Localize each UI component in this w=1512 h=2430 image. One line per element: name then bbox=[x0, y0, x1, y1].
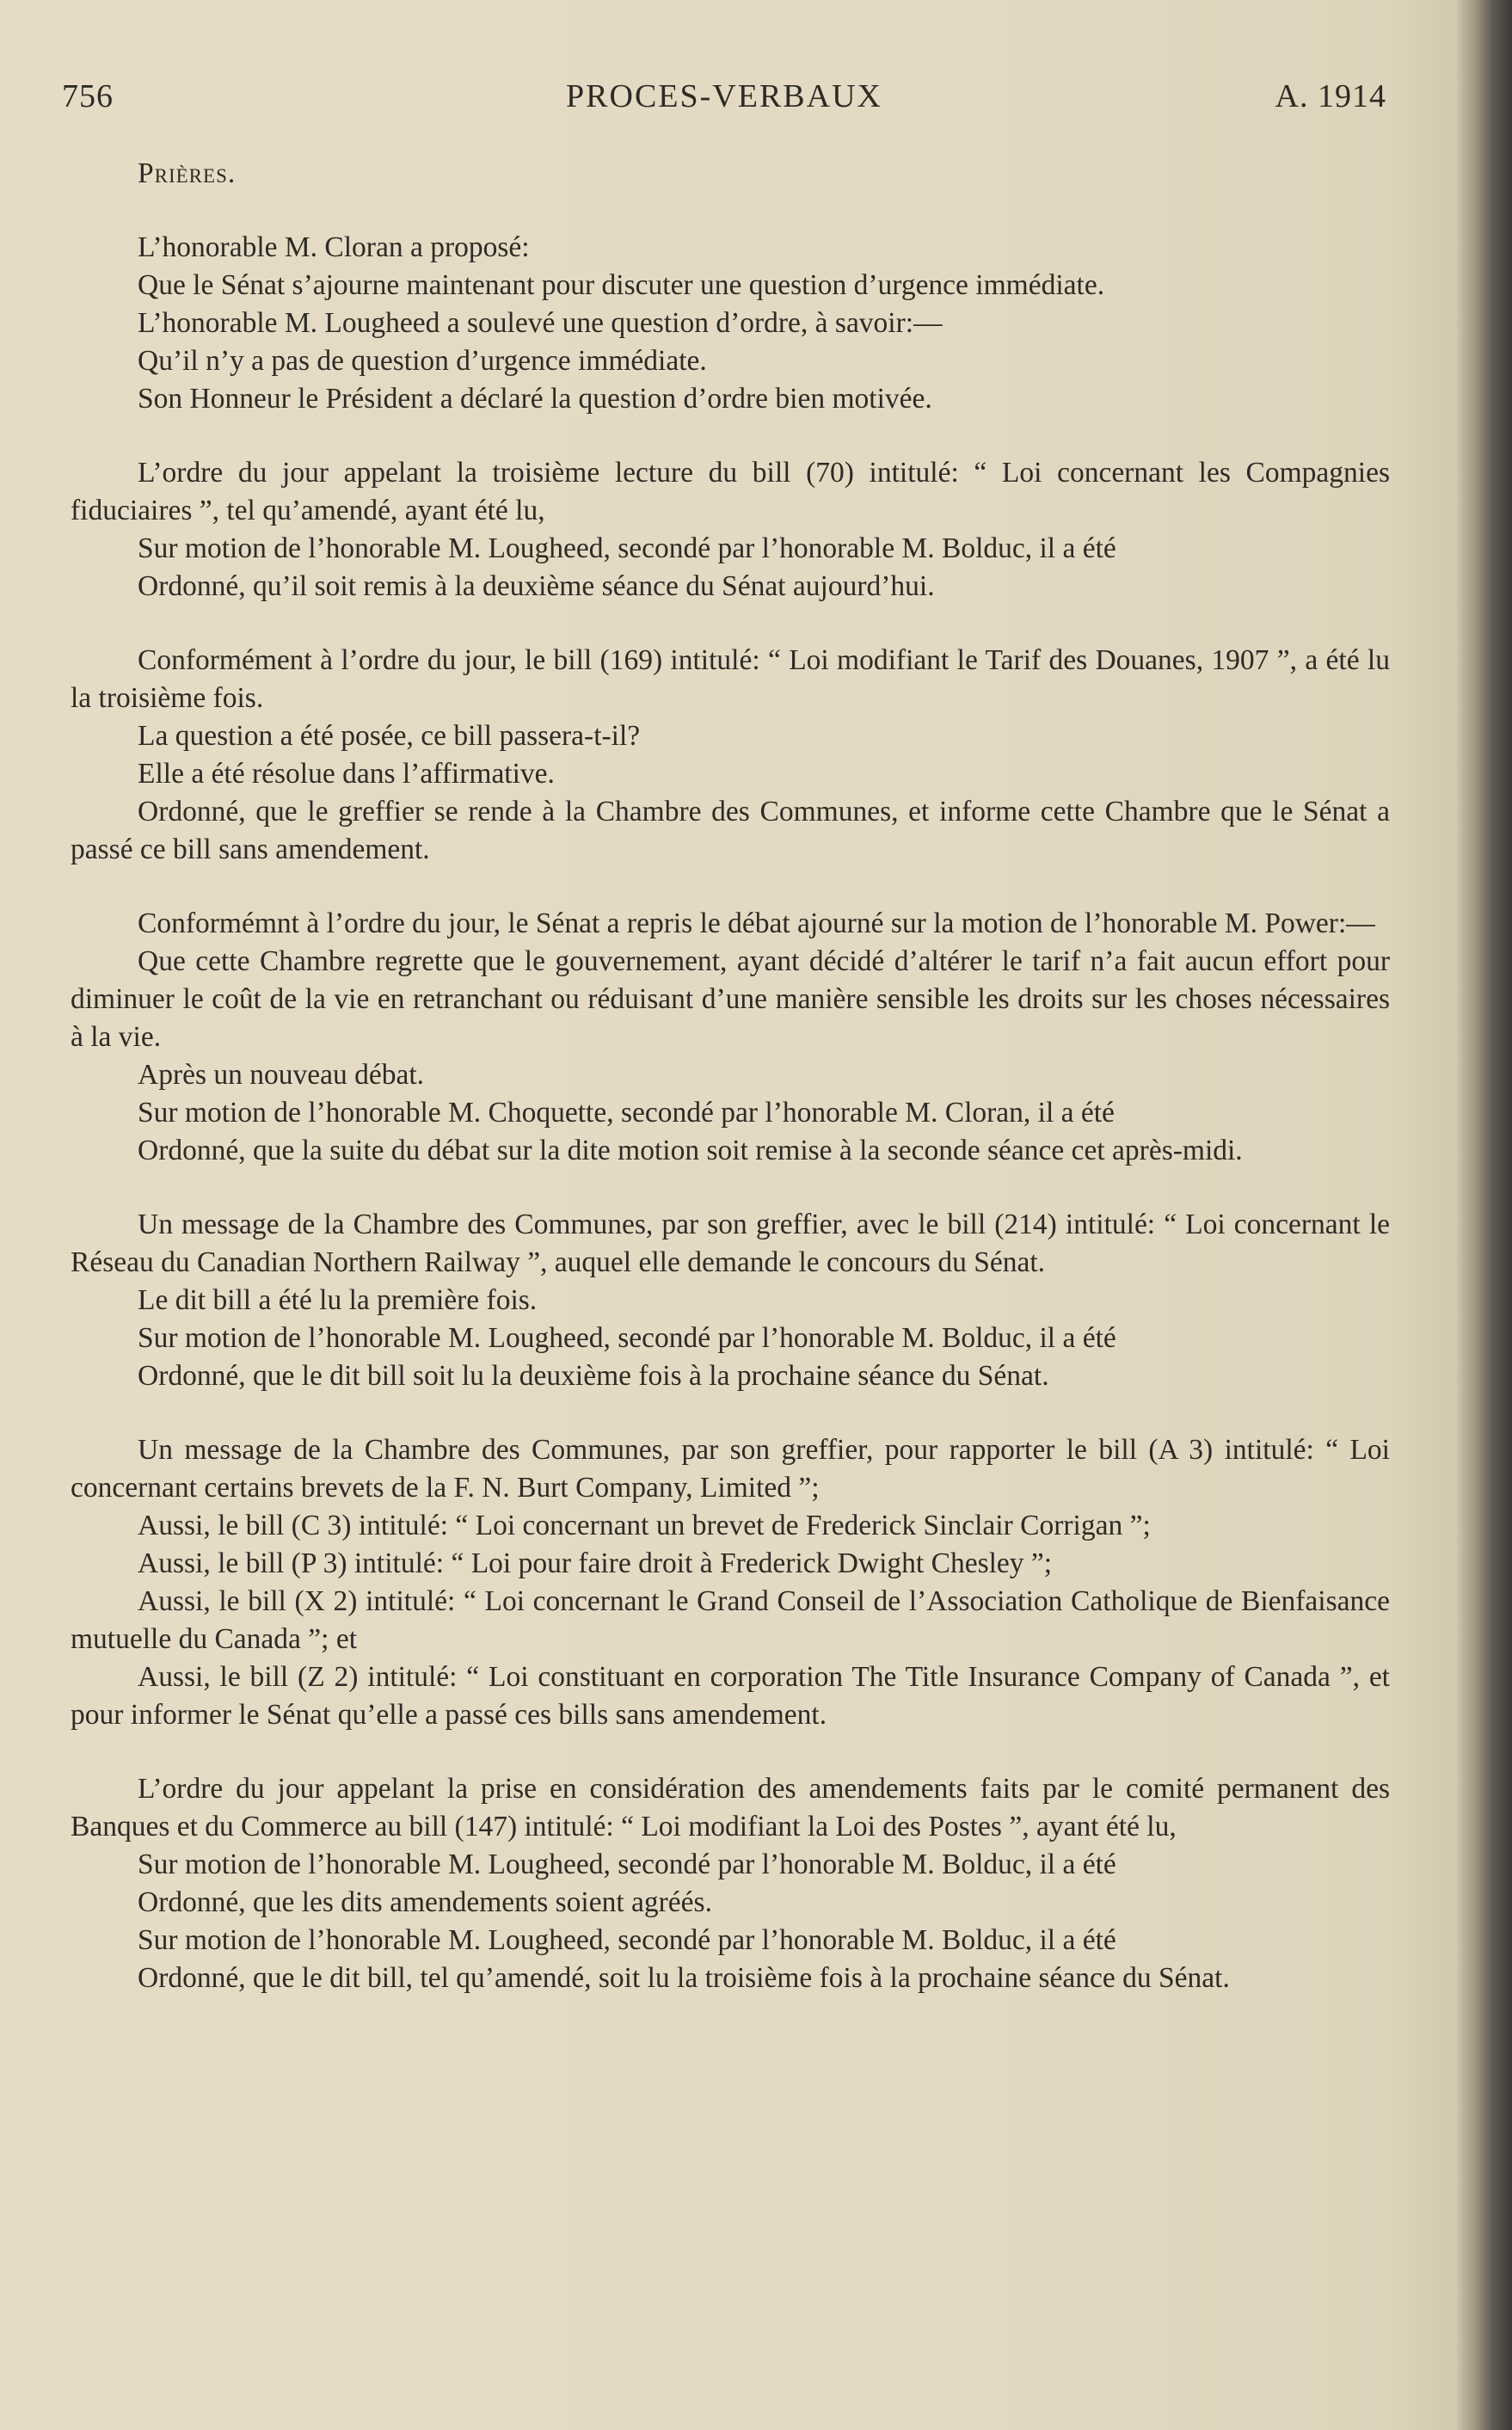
running-title: PROCES-VERBAUX bbox=[566, 78, 882, 114]
page-number: 756 bbox=[62, 78, 114, 114]
paragraph: Sur motion de l’honorable M. Choquette, secondé par l’honorable M. Cloran, il a été bbox=[138, 1097, 1115, 1129]
paragraph: Aussi, le bill (Z 2) intitulé: “ Loi constituant en corporation The Title Insurance Company of Canada ”, et pour informer le Sénat qu’elle a passé ces bills sans amendement. bbox=[71, 1661, 1390, 1731]
paragraph: Sur motion de l’honorable M. Lougheed, secondé par l’honorable M. Bolduc, il a été bbox=[138, 532, 1116, 564]
paragraph: Ordonné, que les dits amendements soient agréés. bbox=[138, 1886, 712, 1918]
paragraph: Ordonné, que le dit bill, tel qu’amendé, soit lu la troisième fois à la prochaine séance du Sénat. bbox=[138, 1962, 1230, 1994]
paragraph: Sur motion de l’honorable M. Lougheed, secondé par l’honorable M. Bolduc, il a été bbox=[138, 1322, 1116, 1354]
paragraph: Ordonné, qu’il soit remis à la deuxième séance du Sénat aujourd’hui. bbox=[138, 570, 935, 602]
paragraph: Après un nouveau débat. bbox=[138, 1059, 425, 1091]
paragraph: La question a été posée, ce bill passera-t-il? bbox=[138, 720, 641, 752]
paragraph: Un message de la Chambre des Communes, par son greffier, avec le bill (214) intitulé: “ Loi concernant le Réseau du Canadian Northern Railway ”, auquel elle demande le concours du Sénat. bbox=[71, 1209, 1390, 1278]
paragraph: Sur motion de l’honorable M. Lougheed, secondé par l’honorable M. Bolduc, il a été bbox=[138, 1849, 1116, 1880]
paragraph: Conformément à l’ordre du jour, le bill (169) intitulé: “ Loi modifiant le Tarif des Douanes, 1907 ”, a été lu la troisième fois. bbox=[71, 644, 1390, 714]
paragraph: L’ordre du jour appelant la prise en considération des amendements faits par le comité permanent des Banques et du Commerce au bill (147) intitulé: “ Loi modifiant la Loi des Postes ”, ayant été lu, bbox=[71, 1773, 1390, 1842]
paragraph: Le dit bill a été lu la première fois. bbox=[138, 1284, 538, 1316]
paragraph: Qu’il n’y a pas de question d’urgence immédiate. bbox=[138, 345, 707, 377]
paragraph: L’honorable M. Cloran a proposé: bbox=[138, 231, 530, 263]
header-year: A. 1914 bbox=[1275, 78, 1386, 114]
paragraph: Elle a été résolue dans l’affirmative. bbox=[138, 758, 555, 790]
paragraph: Aussi, le bill (C 3) intitulé: “ Loi concernant un brevet de Frederick Sinclair Corrigan ”; bbox=[138, 1510, 1151, 1541]
paragraph: Ordonné, que le dit bill soit lu la deuxième fois à la prochaine séance du Sénat. bbox=[138, 1360, 1049, 1392]
paragraph: L’ordre du jour appelant la troisième lecture du bill (70) intitulé: “ Loi concernant les Compagnies fiduciaires ”, tel qu’amendé, ayant été lu, bbox=[71, 457, 1390, 526]
paragraph: Que cette Chambre regrette que le gouvernement, ayant décidé d’altérer le tarif n’a fait aucun effort pour diminuer le coût de la vie en retranchant ou réduisant d’une manière sensible les droits sur les choses nécessaires à la vie. bbox=[71, 945, 1390, 1053]
page-header bbox=[62, 77, 1386, 129]
paragraph: Un message de la Chambre des Communes, par son greffier, pour rapporter le bill (A 3) intitulé: “ Loi concernant certains brevets de la F. N. Burt Company, Limited ”; bbox=[71, 1434, 1390, 1504]
paragraph: Conformémnt à l’ordre du jour, le Sénat a repris le débat ajourné sur la motion de l’honorable M. Power:— bbox=[138, 907, 1375, 939]
paragraph: Sur motion de l’honorable M. Lougheed, secondé par l’honorable M. Bolduc, il a été bbox=[138, 1924, 1116, 1956]
paragraph: L’honorable M. Lougheed a soulevé une question d’ordre, à savoir:— bbox=[138, 307, 943, 339]
book-spine-shadow bbox=[1457, 0, 1512, 2430]
section-heading: Prières. bbox=[138, 157, 237, 189]
paragraph: Ordonné, que la suite du débat sur la dite motion soit remise à la seconde séance cet après-midi. bbox=[138, 1135, 1243, 1166]
paragraph: Son Honneur le Président a déclaré la question d’ordre bien motivée. bbox=[138, 383, 932, 415]
paragraph: Aussi, le bill (P 3) intitulé: “ Loi pour faire droit à Frederick Dwight Chesley ”; bbox=[138, 1547, 1053, 1579]
body-text bbox=[71, 155, 1390, 1997]
paragraph: Aussi, le bill (X 2) intitulé: “ Loi concernant le Grand Conseil de l’Association Catholique de Bienfaisance mutuelle du Canada ”; et bbox=[71, 1585, 1390, 1655]
paragraph: Ordonné, que le greffier se rende à la Chambre des Communes, et informe cette Chambre que le Sénat a passé ce bill sans amendement. bbox=[71, 796, 1390, 865]
paragraph: Que le Sénat s’ajourne maintenant pour discuter une question d’urgence immédiate. bbox=[138, 269, 1105, 301]
